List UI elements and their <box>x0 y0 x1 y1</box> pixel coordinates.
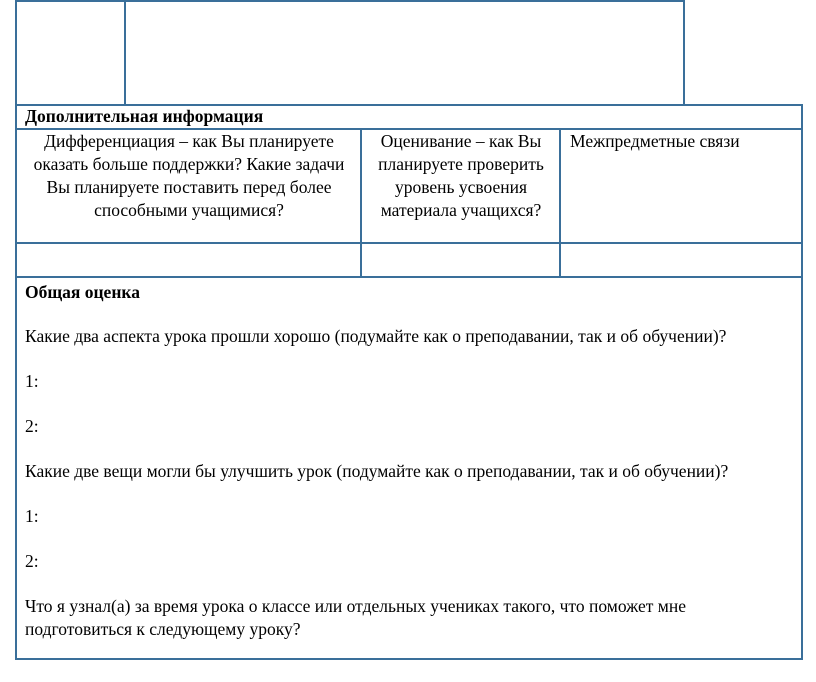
grid-line <box>15 0 685 2</box>
question-learned: Что я узнал(а) за время урока о классе или отдельных учениках такого, что поможет мне подготовиться к следующему уроку? <box>25 596 686 639</box>
grid-line <box>801 104 803 660</box>
grid-line <box>124 0 126 104</box>
section-title-additional-info: Дополнительная информация <box>25 106 264 126</box>
answer-line-2: 2: <box>25 551 39 571</box>
differentiation-cell: Дифференциация – как Вы планируете оказать больше поддержки? Какие задачи Вы планируете поставить перед более способными учащимися? <box>33 131 345 220</box>
grid-line <box>15 276 803 278</box>
grid-line <box>15 658 803 660</box>
question-went-well: Какие два аспекта урока прошли хорошо (подумайте как о преподавании, так и об обучении)? <box>25 326 727 346</box>
question-improve: Какие две вещи могли бы улучшить урок (подумайте как о преподавании, так и об обучении)? <box>25 461 729 481</box>
grid-line <box>15 0 17 660</box>
assessment-cell: Оценивание – как Вы планируете проверить уровень усвоения материала учащихся? <box>378 131 544 220</box>
grid-line <box>683 0 685 104</box>
grid-line <box>559 128 561 276</box>
overall-title: Общая оценка <box>25 282 140 302</box>
answer-line-1: 1: <box>25 371 39 391</box>
grid-line <box>360 128 362 276</box>
grid-line <box>15 242 803 244</box>
answer-line-2: 2: <box>25 416 39 436</box>
answer-line-1: 1: <box>25 506 39 526</box>
cross-curricular-cell: Межпредметные связи <box>570 131 740 151</box>
